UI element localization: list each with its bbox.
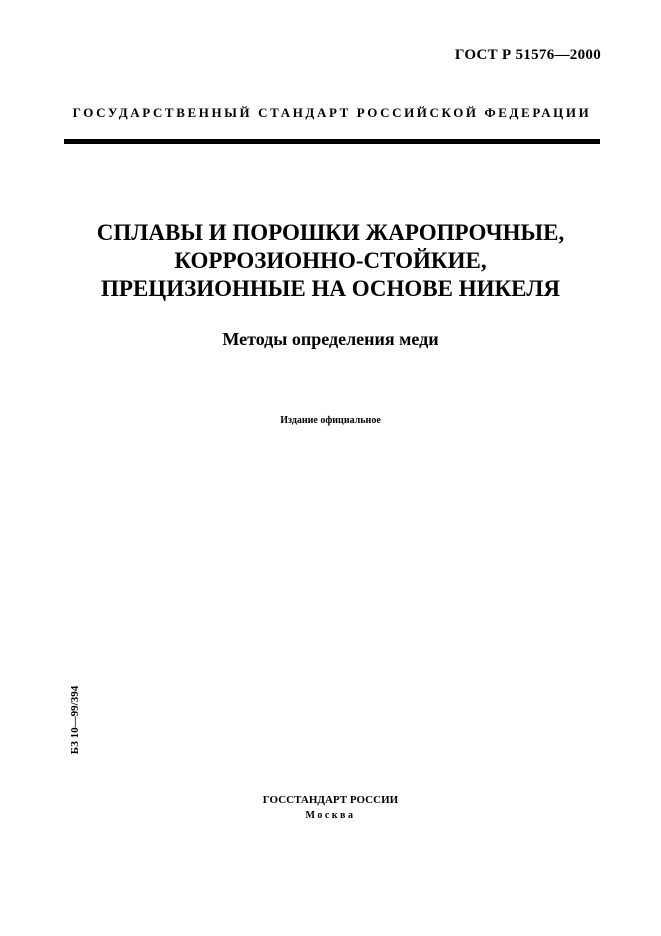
title-line-3: ПРЕЦИЗИОННЫЕ НА ОСНОВЕ НИКЕЛЯ [101, 276, 560, 301]
side-code: БЗ 10—99/394 [69, 685, 81, 755]
title-line-2: КОРРОЗИОННО-СТОЙКИЕ, [174, 248, 487, 273]
publisher: ГОССТАНДАРТ РОССИИ [262, 794, 399, 806]
publisher-city: Москва [305, 810, 356, 821]
document-title [30, 219, 631, 303]
header-rule [64, 139, 600, 144]
standard-number: ГОСТ Р 51576—2000 [454, 47, 601, 63]
title-line-1: СПЛАВЫ И ПОРОШКИ ЖАРОПРОЧНЫЕ, [96, 220, 565, 245]
edition-note: Издание официальное [280, 415, 381, 426]
state-standard-heading: ГОСУДАРСТВЕННЫЙ СТАНДАРТ РОССИЙСКОЙ ФЕДЕРАЦИИ [72, 105, 592, 120]
document-subtitle: Методы определения меди [222, 329, 439, 349]
